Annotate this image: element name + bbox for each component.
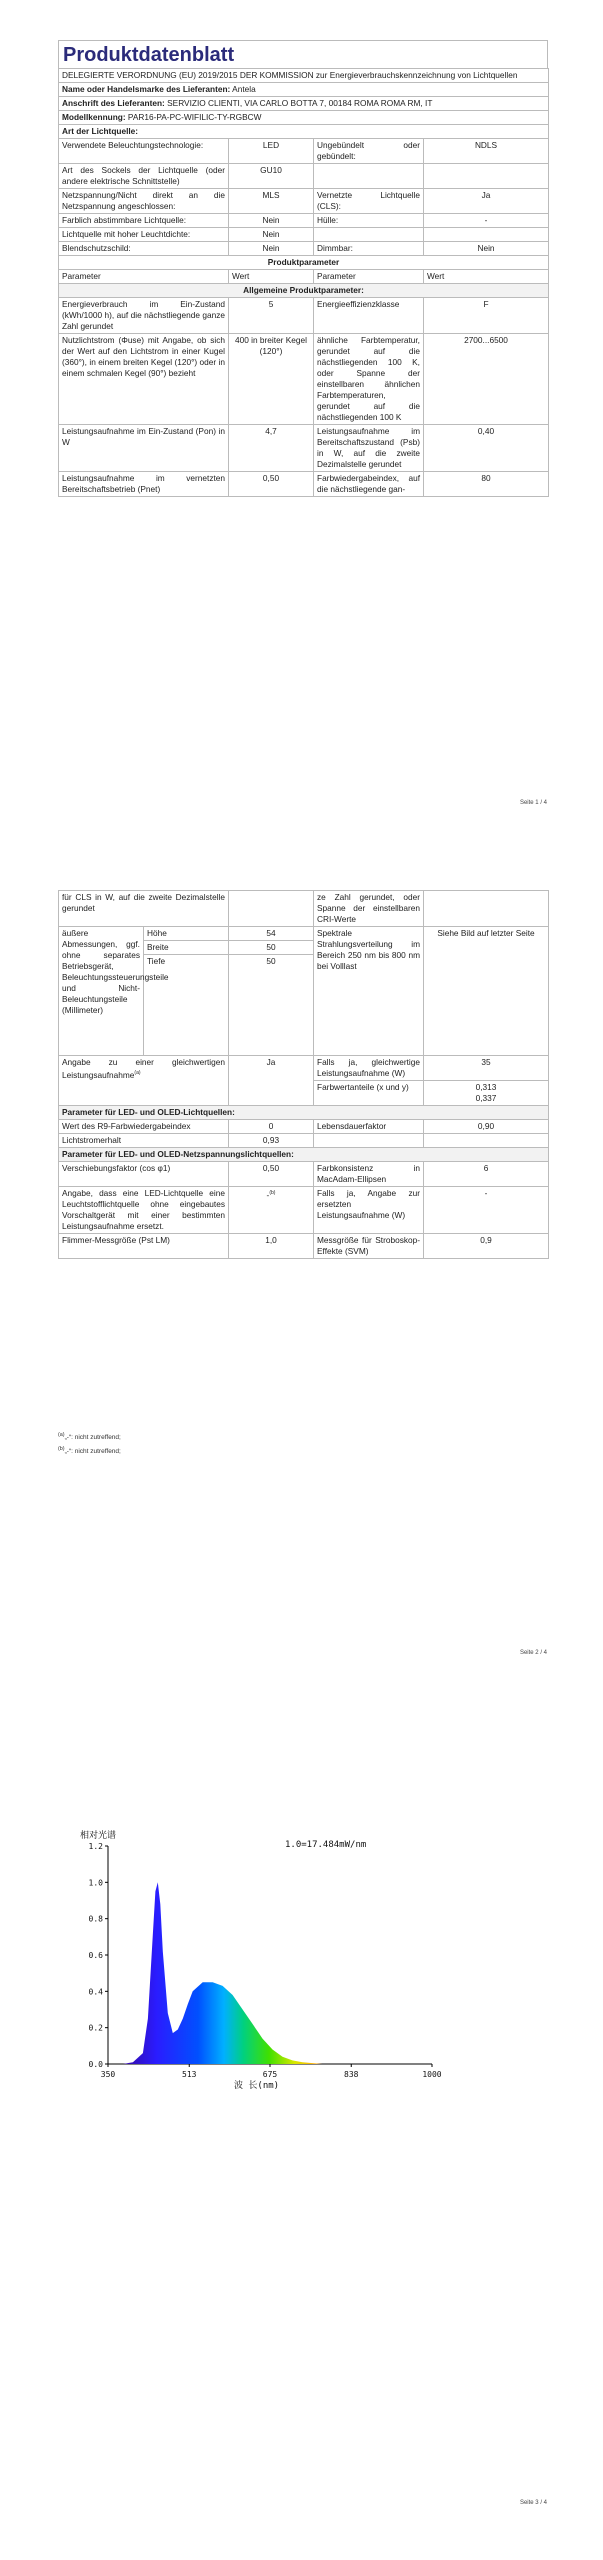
table-row: Angabe, dass eine LED-Lichtquelle eine Leuchtstofflichtquelle ohne eingebautes Vorschaltgerät mit einer bestimmten Leistungsaufnahme ersetzt. -$^{(b)}$ Falls ja, Angabe zur ersetzten Leistungsaufnahme (W) - bbox=[59, 1187, 549, 1234]
y-tick-label: 0.6 bbox=[88, 1951, 103, 1960]
page-2 bbox=[0, 830, 603, 1660]
x-tick-label: 513 bbox=[182, 2070, 197, 2079]
table-row: Art des Sockels der Lichtquelle (oder andere elektrische Schnittstelle) GU10 bbox=[59, 164, 549, 189]
table-row: Leistungsaufnahme im vernetzten Bereitschaftsbetrieb (Pnet) 0,50 Farbwiedergabeindex, auf die nächstliegende gan- 80 bbox=[59, 472, 549, 497]
x-tick-label: 350 bbox=[100, 2070, 116, 2079]
y-tick-label: 0.4 bbox=[88, 1987, 103, 1997]
chart-title: 相对光谱 bbox=[80, 1831, 117, 1841]
chart-annotation: 1.0=17.484mW/nm bbox=[285, 1840, 367, 1850]
table-row: Lichtquelle mit hoher Leuchtdichte: Nein bbox=[59, 228, 549, 242]
x-tick-label: 838 bbox=[344, 2070, 359, 2079]
page-3 bbox=[0, 1660, 603, 2560]
table-row: Farbwertanteile (x und y) 0,313 0,337 bbox=[59, 1081, 549, 1106]
x-tick-label: 1000 bbox=[422, 2070, 442, 2079]
x-axis-label: 波 长(nm) bbox=[234, 2081, 280, 2090]
page-number: Seite 2 / 4 bbox=[519, 1650, 547, 1656]
supplier-address-row: Anschrift des Lieferanten: SERVIZIO CLIENTI, VIA CARLO BOTTA 7, 00184 ROMA ROMA RM, IT bbox=[59, 97, 549, 111]
equivalent-power-label: Angabe zu einer gleichwertigen Leistungsaufnahme$^{(a)}$ bbox=[59, 1056, 229, 1106]
general-parameters-header: Allgemeine Produktparameter: bbox=[59, 284, 549, 298]
page-title: Produktdatenblatt bbox=[58, 40, 548, 68]
table-row: Netzspannung/Nicht direkt an die Netzspannung angeschlossen: MLS Vernetzte Lichtquelle (CLS): Ja bbox=[59, 189, 549, 214]
spectral-distribution-value: Siehe Bild auf letzter Seite bbox=[424, 927, 549, 1056]
table-row: Tiefe 50 bbox=[59, 955, 549, 1056]
table-row: äußere Abmessungen, ggf. ohne separates Betriebsgerät, Beleuchtungssteuerungsteile und Nicht-Beleuchtungsteile (Millimeter) Höhe 54 Spektrale Strahlungsverteilung im Bereich 250 nm bis 800 nm bei Volllast Siehe Bild auf letzter Seite bbox=[59, 927, 549, 941]
table-row: Breite 50 bbox=[59, 941, 549, 955]
intro-text: DELEGIERTE VERORDNUNG (EU) 2019/2015 DER KOMMISSION zur Energieverbrauchskennzeichnung von Lichtquellen bbox=[59, 69, 549, 83]
column-header-row: Parameter Wert Parameter Wert bbox=[59, 270, 549, 284]
y-tick-label: 0.8 bbox=[88, 1914, 103, 1924]
mains-parameters-header: Parameter für LED- und OLED-Netzspannungslichtquellen: bbox=[59, 1148, 549, 1162]
table-row: Farblich abstimmbare Lichtquelle: Nein Hülle: - bbox=[59, 214, 549, 228]
model-row: Modellkennung: PAR16-PA-PC-WIFILIC-TY-RGBCW bbox=[59, 111, 549, 125]
footnote-a: $^{(a)}$„-“: nicht zutreffend; bbox=[58, 1432, 121, 1442]
y-tick-label: 1.0 bbox=[88, 1878, 103, 1888]
footnote-b: $^{(b)}$„-“: nicht zutreffend; bbox=[58, 1446, 121, 1456]
spectrum-chart bbox=[0, 1660, 603, 2090]
y-tick-label: 0.0 bbox=[88, 2060, 103, 2069]
spectral-distribution-label: Spektrale Strahlungsverteilung im Bereich 250 nm bis 800 nm bei Volllast bbox=[314, 927, 424, 1056]
page-1 bbox=[0, 0, 603, 830]
spectrum-series bbox=[123, 1882, 322, 2064]
table-row: Verwendete Beleuchtungstechnologie: LED Ungebündelt oder gebündelt: NDLS bbox=[59, 139, 549, 164]
dimensions-label: äußere Abmessungen, ggf. ohne separates Betriebsgerät, Beleuchtungssteuerungsteile und Nicht-Beleuchtungsteile (Millimeter) bbox=[59, 927, 144, 1056]
y-tick-label: 0.2 bbox=[88, 2023, 103, 2033]
table-row: Blendschutzschild: Nein Dimmbar: Nein bbox=[59, 242, 549, 256]
table-row: Energieverbrauch im Ein-Zustand (kWh/1000 h), auf die nächstliegende ganze Zahl gerundet 5 Energieeffizienzklasse F bbox=[59, 298, 549, 334]
table-row: für CLS in W, auf die zweite Dezimalstelle gerundet ze Zahl gerundet, oder Spanne der einstellbaren CRI-Werte bbox=[59, 891, 549, 927]
page-number: Seite 1 / 4 bbox=[519, 800, 547, 806]
table-row: Angabe zu einer gleichwertigen Leistungsaufnahme$^{(a)}$ Ja Falls ja, gleichwertige Leistungsaufnahme (W) 35 bbox=[59, 1056, 549, 1081]
supplier-name-row: Name oder Handelsmarke des Lieferanten: Antela bbox=[59, 83, 549, 97]
product-parameters-header: Produktparameter bbox=[59, 256, 549, 270]
table-row: Wert des R9-Farbwiedergabeindex 0 Lebensdauerfaktor 0,90 bbox=[59, 1120, 549, 1134]
table-row: Lichtstromerhalt 0,93 bbox=[59, 1134, 549, 1148]
spectrum-area bbox=[123, 1882, 322, 2064]
table-row: Nutzlichtstrom (Φuse) mit Angabe, ob sich der Wert auf den Lichtstrom in einer Kugel (360°), in einem breiten Kegel (120°) oder in einem schmalen Kegel (90°) bezieht 400 in breiter Kegel (120°) ähnliche Farbtemperatur, gerundet auf die nächstliegenden 100 K, oder Spanne der einstellbaren ähnlichen Farbtemperaturen, gerundet auf die nächstliegenden 100 K 2700...6500 bbox=[59, 334, 549, 425]
page-number: Seite 3 / 4 bbox=[519, 2500, 547, 2506]
led-parameters-header: Parameter für LED- und OLED-Lichtquellen: bbox=[59, 1106, 549, 1120]
y-tick-label: 1.2 bbox=[88, 1842, 103, 1851]
light-source-type-header: Art der Lichtquelle: bbox=[59, 125, 549, 139]
table-row: Flimmer-Messgröße (Pst LM) 1,0 Messgröße für Stroboskop-Effekte (SVM) 0,9 bbox=[59, 1234, 549, 1259]
x-tick-label: 675 bbox=[262, 2070, 278, 2079]
datasheet-table-2 bbox=[58, 890, 549, 1259]
table-row: Verschiebungsfaktor (cos φ1) 0,50 Farbkonsistenz in MacAdam-Ellipsen 6 bbox=[59, 1162, 549, 1187]
table-row: Leistungsaufnahme im Ein-Zustand (Pon) in W 4,7 Leistungsaufnahme im Bereitschaftszustand (Psb) in W, auf die zweite Dezimalstelle gerundet 0,40 bbox=[59, 425, 549, 472]
datasheet-table-1 bbox=[58, 68, 549, 497]
